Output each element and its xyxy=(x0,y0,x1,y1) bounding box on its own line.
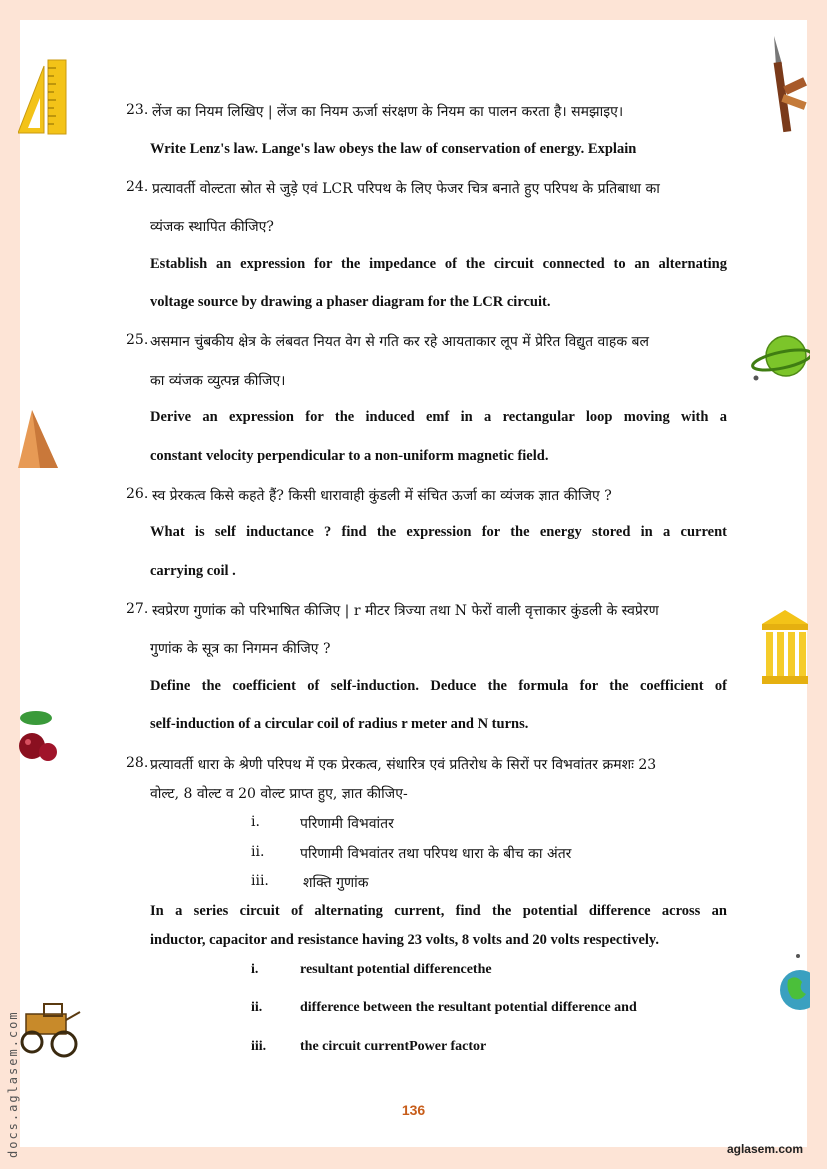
vintage-car-icon xyxy=(16,1000,84,1060)
sub-item-text: resultant potential differencethe xyxy=(300,962,492,977)
question-english-line: Write Lenz's law. Lange's law obeys the law of conservation of energy. Explain xyxy=(150,141,637,157)
question-hindi-line: प्रत्यावर्ती वोल्टता स्रोत से जुड़े एवं LCR परिपथ के लिए फेजर चित्र बनाते हुए परिपथ के प्रतिबाधा का xyxy=(152,181,660,197)
fruit-icon xyxy=(18,706,60,768)
question-hindi-line: वोल्ट, 8 वोल्ट व 20 वोल्ट प्राप्त हुए, ज्ञात कीजिए- xyxy=(150,786,408,802)
question-hindi-line: का व्यंजक व्युत्पन्न कीजिए। xyxy=(150,373,286,389)
question-hindi-line: व्यंजक स्थापित कीजिए? xyxy=(150,219,274,235)
sub-item-number: i. xyxy=(251,962,259,977)
question-english-line: In a series circuit of alternating current, find the potential difference across an xyxy=(150,903,727,919)
question-hindi-line: प्रत्यावर्ती धारा के श्रेणी परिपथ में एक प्रेरकत्व, संधारित्र एवं प्रतिरोध के सिरों पर विभवांतर क्रमशः 23 xyxy=(150,757,657,773)
question-number: 24. xyxy=(126,179,149,195)
question-english-line: inductor, capacitor and resistance having 23 volts, 8 volts and 20 volts respectively. xyxy=(150,932,659,948)
sub-item-text: शक्ति गुणांक xyxy=(303,875,369,891)
question-hindi-line: गुणांक के सूत्र का निगमन कीजिए ? xyxy=(150,641,331,657)
sub-item-number: i. xyxy=(251,814,260,830)
sub-item-number: iii. xyxy=(251,1039,267,1054)
question-number: 28. xyxy=(126,755,149,771)
question-english-line: voltage source by drawing a phaser diagram for the LCR circuit. xyxy=(150,294,551,310)
question-number: 23. xyxy=(126,102,149,118)
sub-item-number: ii. xyxy=(251,844,265,860)
question-english-line: Establish an expression for the impedance of the circuit connected to an alternating xyxy=(150,256,727,272)
ruler-icon xyxy=(18,58,70,136)
question-number: 26. xyxy=(126,486,149,502)
side-watermark: docs.aglasem.com xyxy=(6,1010,20,1158)
question-number: 27. xyxy=(126,601,149,617)
sub-item-text: परिणामी विभवांतर xyxy=(300,816,394,832)
question-number: 25. xyxy=(126,332,149,348)
question-english-line: constant velocity perpendicular to a non-uniform magnetic field. xyxy=(150,448,549,464)
question-hindi-line: असमान चुंबकीय क्षेत्र के लंबवत नियत वेग से गति कर रहे आयताकार लूप में प्रेरित विद्युत वाहक बल xyxy=(150,334,650,350)
pyramid-icon xyxy=(18,408,60,470)
globe-icon xyxy=(778,948,810,1020)
site-link[interactable]: aglasem.com xyxy=(726,1142,803,1156)
sub-item-text: the circuit currentPower factor xyxy=(300,1039,487,1054)
question-hindi-line: लेंज का नियम लिखिए | लेंज का नियम ऊर्जा संरक्षण के नियम का पालन करता है। समझाइए। xyxy=(152,104,624,120)
question-hindi-line: स्व प्रेरकत्व किसे कहते हैं? किसी धारावाही कुंडली में संचित ऊर्जा का व्यंजक ज्ञात कीजिए ? xyxy=(152,488,612,504)
question-english-line: carrying coil . xyxy=(150,563,236,579)
sub-item-text: difference between the resultant potential difference and xyxy=(300,1000,637,1015)
compass-tool-icon xyxy=(764,34,812,134)
question-english-line: self-induction of a circular coil of radius r meter and N turns. xyxy=(150,716,529,732)
planet-icon xyxy=(748,332,810,384)
question-english-line: Derive an expression for the induced emf in a rectangular loop moving with a xyxy=(150,409,727,425)
sub-item-number: iii. xyxy=(251,873,269,889)
question-hindi-line: स्वप्रेरण गुणांक को परिभाषित कीजिए | r मीटर त्रिज्या तथा N फेरों वाली वृत्ताकार कुंडली के स्वप्रेरण xyxy=(152,603,659,619)
page-number: 136 xyxy=(401,1102,426,1118)
pillar-icon xyxy=(760,608,810,688)
question-english-line: What is self inductance ? find the expression for the energy stored in a current xyxy=(150,524,727,540)
sub-item-number: ii. xyxy=(251,1000,263,1015)
sub-item-text: परिणामी विभवांतर तथा परिपथ धारा के बीच का अंतर xyxy=(300,846,572,862)
question-english-line: Define the coefficient of self-induction. Deduce the formula for the coefficient of xyxy=(150,678,727,694)
